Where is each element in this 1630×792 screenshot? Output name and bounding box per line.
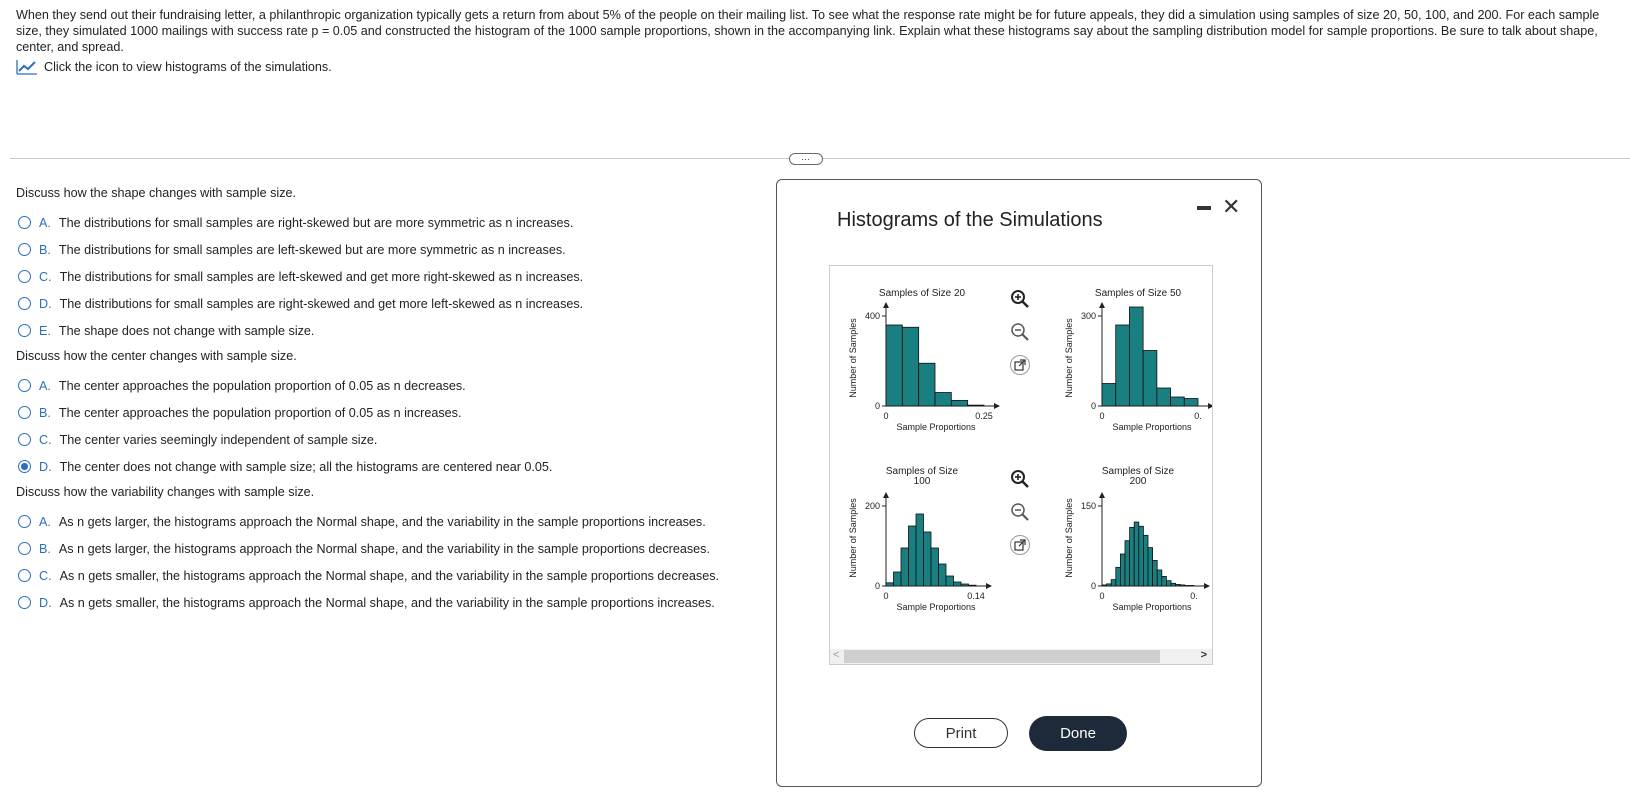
x-tick-label: 0.	[1194, 411, 1202, 421]
x-axis-label: Sample Proportions	[1112, 422, 1192, 432]
histogram-bar	[1143, 535, 1148, 586]
dialog-title: Histograms of the Simulations	[837, 209, 1103, 231]
option-letter: C.	[39, 568, 52, 583]
radio-button[interactable]	[18, 297, 31, 310]
histogram-bar	[902, 327, 918, 406]
horizontal-scrollbar[interactable]	[830, 649, 1212, 664]
option-letter: E.	[39, 323, 51, 338]
y-tick-label: 0	[874, 581, 880, 591]
radio-button[interactable]	[18, 596, 31, 609]
radio-button[interactable]	[18, 433, 31, 446]
histogram-bar	[931, 548, 939, 586]
option-text: As n gets larger, the histograms approach the Normal shape, and the variability in the sample proportions increases.	[58, 514, 706, 529]
histogram-bar	[1134, 522, 1139, 586]
x-axis-arrow	[1204, 583, 1210, 589]
option-letter: B.	[39, 405, 51, 420]
radio-button[interactable]	[18, 569, 31, 582]
histogram-bar	[1102, 384, 1116, 407]
question-2	[16, 349, 552, 480]
chart-icon[interactable]	[16, 59, 38, 75]
option-text: The center varies seemingly independent of sample size.	[59, 432, 378, 447]
answer-option[interactable]	[16, 426, 552, 453]
histogram-bar	[1148, 548, 1153, 586]
answer-option[interactable]	[16, 399, 552, 426]
x-tick-label: 0.25	[975, 411, 993, 421]
question-prompt: Discuss how the shape changes with sample size.	[16, 186, 297, 200]
histogram-bar	[1107, 584, 1112, 586]
y-axis-arrow	[1099, 492, 1105, 498]
option-letter: B.	[39, 541, 51, 556]
histogram-bar	[954, 582, 962, 586]
x-tick-label: 0	[1099, 591, 1105, 601]
open-external-icon-bottom[interactable]	[1009, 534, 1031, 556]
x-axis-arrow	[994, 403, 1000, 409]
option-text: The distributions for small samples are right-skewed but are more symmetric as n increases.	[58, 215, 574, 230]
option-text: As n gets smaller, the histograms approach the Normal shape, and the variability in the sample proportions decreases.	[59, 568, 720, 583]
answer-option[interactable]	[16, 209, 583, 236]
option-letter: C.	[39, 432, 52, 447]
answer-option[interactable]	[16, 290, 583, 317]
histogram-bar	[1184, 399, 1198, 407]
radio-selected[interactable]	[18, 460, 31, 473]
view-histograms-link[interactable]	[16, 59, 332, 75]
y-tick-label: 0	[1090, 581, 1096, 591]
y-axis-label: Number of Samples	[848, 318, 858, 398]
option-letter: D.	[39, 296, 52, 311]
y-axis-label: Number of Samples	[1064, 498, 1074, 578]
histogram-bar	[1120, 554, 1125, 586]
y-axis-label: Number of Samples	[1064, 318, 1074, 398]
x-axis-arrow	[1208, 403, 1212, 409]
answer-option[interactable]	[16, 453, 552, 480]
answer-option[interactable]	[16, 562, 719, 589]
histogram-bar	[1185, 585, 1190, 586]
problem-statement	[16, 7, 1616, 55]
chart-title: 100	[913, 476, 931, 487]
option-letter: A.	[39, 514, 51, 529]
histogram-bar	[1111, 580, 1116, 586]
x-tick-label: 0	[1099, 411, 1105, 421]
option-text: The shape does not change with sample size.	[58, 323, 315, 338]
option-text: The center approaches the population proportion of 0.05 as n increases.	[58, 405, 462, 420]
zoom-out-icon-bottom[interactable]	[1009, 501, 1031, 523]
option-text: The center does not change with sample size; all the histograms are centered near 0.05.	[59, 459, 553, 474]
question-1	[16, 186, 583, 344]
option-text: The center approaches the population proportion of 0.05 as n decreases.	[58, 378, 466, 393]
x-tick-label: 0	[883, 411, 889, 421]
histogram-bar	[916, 514, 924, 586]
scroll-right-arrow[interactable]: >	[1200, 649, 1207, 661]
option-text: The distributions for small samples are left-skewed but are more symmetric as n increases.	[58, 242, 566, 257]
radio-button[interactable]	[18, 324, 31, 337]
radio-button[interactable]	[18, 243, 31, 256]
chart-title: Samples of Size 20	[878, 288, 966, 299]
answer-option[interactable]	[16, 263, 583, 290]
view-histograms-label[interactable]: Click the icon to view histograms of the simulations.	[44, 60, 332, 74]
answer-option[interactable]	[16, 589, 719, 616]
question-prompt: Discuss how the variability changes with sample size.	[16, 485, 315, 499]
histogram-bar	[939, 564, 947, 586]
histogram-bar	[1139, 526, 1144, 586]
option-letter: B.	[39, 242, 51, 257]
histogram-bar	[951, 400, 967, 406]
zoom-in-icon-top[interactable]	[1009, 288, 1031, 310]
minimize-icon[interactable]	[1197, 206, 1211, 210]
histogram-bar	[1116, 325, 1130, 406]
option-letter: A.	[39, 215, 51, 230]
option-text: The distributions for small samples are left-skewed and get more right-skewed as n increases.	[59, 269, 584, 284]
answer-option[interactable]	[16, 317, 583, 344]
histogram-bar	[1171, 397, 1185, 406]
x-tick-label: 0.	[1190, 591, 1198, 601]
y-tick-label: 0	[1090, 401, 1096, 411]
histogram-bar	[894, 572, 902, 586]
y-axis-label: Number of Samples	[848, 498, 858, 578]
answer-option[interactable]	[16, 236, 583, 263]
y-tick-label: 300	[1080, 311, 1096, 321]
print-button[interactable]: Print	[914, 718, 1008, 748]
radio-button[interactable]	[18, 270, 31, 283]
histogram-bar	[919, 363, 935, 406]
histogram-bar	[1162, 576, 1167, 586]
histogram-bar	[946, 576, 954, 586]
open-external-icon-top[interactable]	[1009, 354, 1031, 376]
histogram-bar	[1189, 585, 1194, 586]
histogram-bar	[1180, 585, 1185, 586]
radio-button[interactable]	[18, 542, 31, 555]
histogram-bar	[886, 583, 894, 586]
option-text: As n gets smaller, the histograms approach the Normal shape, and the variability in the sample proportions increases.	[59, 595, 715, 610]
histogram-bar	[1157, 570, 1162, 586]
y-tick-label: 150	[1080, 501, 1096, 511]
chart-title: 200	[1129, 476, 1147, 487]
x-tick-label: 0	[883, 591, 889, 601]
histogram-bar	[924, 532, 932, 586]
chart-title: Samples of Size	[1101, 466, 1175, 477]
y-tick-label: 0	[874, 401, 880, 411]
histograms-panel	[829, 265, 1213, 665]
histogram-bar	[1171, 583, 1176, 586]
divider-handle[interactable]: …	[789, 153, 823, 165]
question-prompt: Discuss how the center changes with sample size.	[16, 349, 297, 363]
histogram-bar	[1166, 581, 1171, 586]
histogram-bar	[1157, 388, 1171, 406]
x-axis-arrow	[986, 583, 992, 589]
histogram-bar	[1130, 527, 1135, 586]
y-axis-arrow	[883, 302, 889, 308]
histogram-bar	[1143, 351, 1157, 407]
answer-option[interactable]	[16, 535, 719, 562]
y-axis-arrow	[883, 492, 889, 498]
histogram-bar	[901, 548, 909, 586]
x-axis-label: Sample Proportions	[1112, 602, 1192, 612]
option-text: The distributions for small samples are right-skewed and get more left-skewed as n increases.	[59, 296, 584, 311]
histogram-bar	[886, 325, 902, 406]
y-tick-label: 400	[864, 311, 880, 321]
problem-text: When they send out their fundraising letter, a philanthropic organization typically gets a return from about 5% of the people on their mailing list. To see what the response rate might be for future appeals, they did a simulation using samples of size 20, 50, 100, and 200. For each sample size, they simulated 1000 mailings with success rate p = 0.05 and constructed the histogram of the 1000 sample proportions, shown in the accompanying link. Explain what these histograms say about the sampling distribution model for sample proportions. Be sure to talk about shape, center, and spread.	[16, 8, 1600, 54]
answer-option[interactable]	[16, 372, 552, 399]
x-axis-label: Sample Proportions	[896, 602, 976, 612]
histogram-bar	[1129, 307, 1143, 406]
histogram-bar	[1176, 584, 1181, 586]
option-letter: D.	[39, 595, 52, 610]
option-letter: A.	[39, 378, 51, 393]
zoom-in-icon-bottom[interactable]	[1009, 468, 1031, 490]
y-tick-label: 200	[864, 501, 880, 511]
histogram-bar	[1125, 541, 1130, 586]
option-letter: D.	[39, 459, 52, 474]
x-axis-label: Sample Proportions	[896, 422, 976, 432]
radio-button[interactable]	[18, 216, 31, 229]
chart-title: Samples of Size	[885, 466, 959, 477]
scroll-thumb[interactable]	[844, 650, 1160, 663]
chart-title: Samples of Size 50	[1094, 288, 1182, 299]
histogram-bar	[935, 393, 951, 407]
question-3	[16, 485, 719, 616]
histogram-bar	[969, 585, 977, 586]
histogram-bar	[961, 584, 969, 586]
done-button[interactable]: Done	[1029, 716, 1127, 751]
histograms-dialog	[776, 179, 1262, 787]
close-icon[interactable]: ✕	[1222, 194, 1241, 219]
option-letter: C.	[39, 269, 52, 284]
radio-button[interactable]	[18, 515, 31, 528]
histogram-bar	[968, 405, 984, 406]
histogram-bar	[1102, 585, 1107, 586]
answer-option[interactable]	[16, 508, 719, 535]
histogram-bar	[909, 526, 917, 586]
radio-button[interactable]	[18, 379, 31, 392]
zoom-out-icon-top[interactable]	[1009, 321, 1031, 343]
scroll-left-arrow[interactable]: <	[833, 649, 840, 661]
histogram-bar	[1116, 567, 1121, 586]
y-axis-arrow	[1099, 302, 1105, 308]
option-text: As n gets larger, the histograms approach the Normal shape, and the variability in the sample proportions decreases.	[58, 541, 710, 556]
x-tick-label: 0.14	[967, 591, 985, 601]
radio-button[interactable]	[18, 406, 31, 419]
histogram-bar	[1153, 560, 1158, 586]
